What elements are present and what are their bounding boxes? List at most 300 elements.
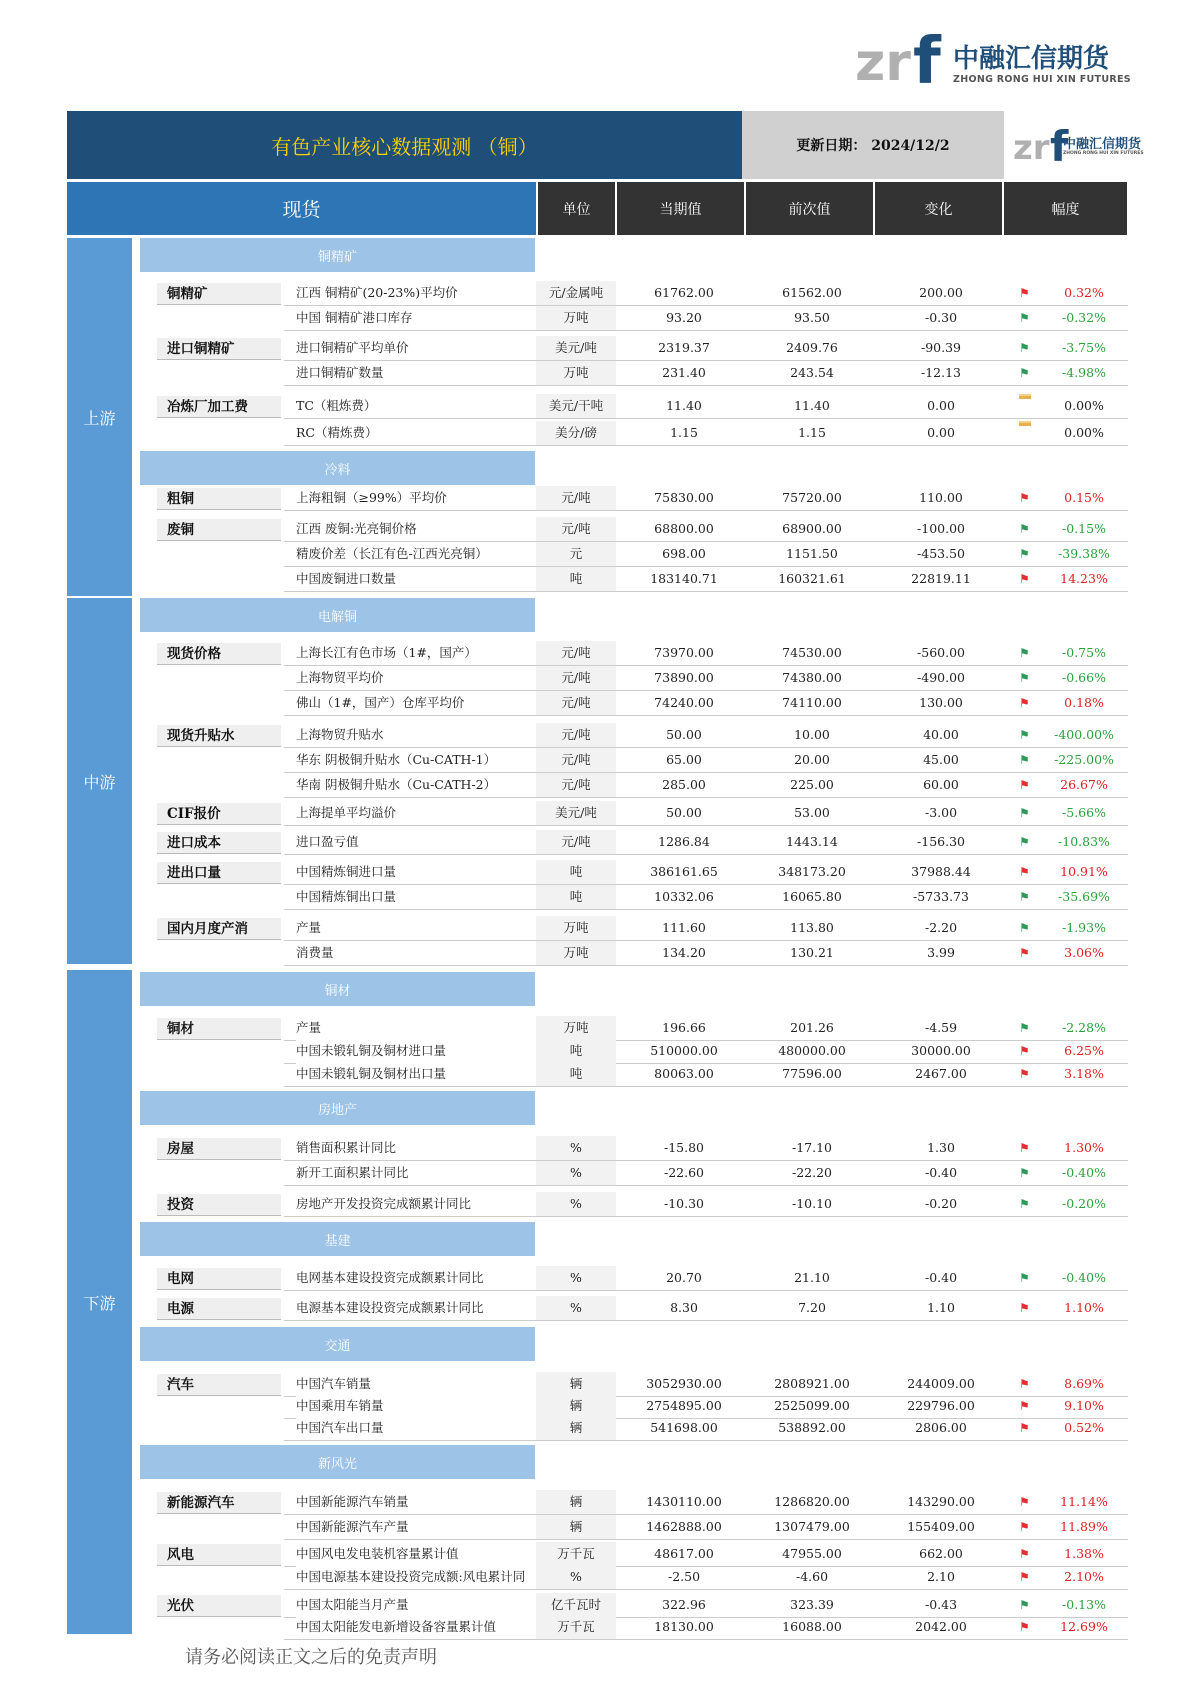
current-value-cell: 3052930.00 — [646, 1376, 722, 1391]
table-row: 华南 阴极铜升贴水（Cu-CATH-2） 元/吨 285.00 225.00 60.00 ⚑ 26.67% — [284, 773, 1128, 798]
change-cell: 2.10 — [927, 1569, 955, 1584]
unit-cell: 万千瓦 — [536, 1542, 616, 1566]
current-value-cell: 183140.71 — [650, 571, 718, 586]
table-row — [284, 421, 1128, 446]
previous-value-cell: 93.50 — [794, 310, 830, 325]
unit-cell: 元/吨 — [536, 773, 616, 797]
item-cell: 中国废铜进口数量 — [296, 567, 548, 591]
table-row: 江西 铜精矿(20-23%)平均价 元/金属吨 61762.00 61562.00 200.00 ⚑ 0.32% — [284, 281, 1128, 306]
current-value-cell: -15.80 — [663, 1140, 704, 1155]
current-value-cell: 1430110.00 — [646, 1494, 722, 1509]
current-value-cell: 68800.00 — [654, 521, 714, 536]
previous-value-cell: 2808921.00 — [774, 1376, 850, 1391]
pct-cell: -0.13% — [1062, 1597, 1106, 1612]
table-row: 中国电源基本建设投资完成额:风电累计同 % -2.50 -4.60 2.10 ⚑ 2.10% — [284, 1565, 1128, 1590]
pct-cell: -0.66% — [1062, 670, 1106, 685]
unit-cell: 辆 — [536, 1416, 616, 1440]
item-cell: 进口铜精矿平均单价 — [296, 336, 548, 360]
pct-cell: -10.83% — [1058, 834, 1110, 849]
category-label: CIF报价 — [157, 803, 281, 825]
change-cell: 45.00 — [923, 752, 959, 767]
previous-value-cell: 21.10 — [794, 1270, 830, 1285]
previous-value-cell: 1443.14 — [786, 834, 838, 849]
category-label: 现货价格 — [157, 643, 281, 665]
previous-value-cell: 348173.20 — [778, 864, 846, 879]
current-value-cell: 73890.00 — [654, 670, 714, 685]
unit-cell: 万吨 — [536, 306, 616, 330]
previous-value-cell: 74380.00 — [782, 670, 842, 685]
table-row: 新开工面积累计同比 % -22.60 -22.20 -0.40 ⚑ -0.40% — [284, 1161, 1128, 1186]
col-previous: 前次值 — [746, 182, 873, 235]
pct-cell: 0.00% — [1064, 425, 1104, 440]
section-transport: 交通 — [140, 1327, 535, 1361]
section-copper-products: 铜材 — [140, 972, 535, 1006]
pct-cell: 8.69% — [1064, 1376, 1104, 1391]
previous-value-cell: 538892.00 — [778, 1420, 846, 1435]
table-row: 进口铜精矿数量 万吨 231.40 243.54 -12.13 ⚑ -4.98% — [284, 361, 1128, 386]
unit-cell: 元 — [536, 542, 616, 566]
item-cell: 华南 阴极铜升贴水（Cu-CATH-2） — [296, 773, 548, 797]
previous-value-cell: 1307479.00 — [774, 1519, 850, 1534]
previous-value-cell: 225.00 — [790, 777, 834, 792]
table-row: 中国精炼铜出口量 吨 10332.06 16065.80 -5733.73 ⚑ -35.69% — [284, 885, 1128, 910]
unit-cell: % — [536, 1296, 616, 1320]
current-value-cell: -2.50 — [667, 1569, 701, 1584]
unit-cell: % — [536, 1192, 616, 1216]
unit-cell: 亿千瓦时 — [536, 1593, 616, 1617]
change-cell: -2.20 — [924, 920, 958, 935]
previous-value-cell: 480000.00 — [778, 1043, 846, 1058]
table-row: 中国汽车销量 辆 3052930.00 2808921.00 244009.00 ⚑ 8.69% — [284, 1372, 1128, 1397]
change-cell: 22819.11 — [911, 571, 971, 586]
item-cell: 佛山（1#，国产）仓库平均价 — [296, 691, 548, 715]
change-cell: 60.00 — [923, 777, 959, 792]
item-cell: 中国汽车销量 — [296, 1372, 548, 1396]
unit-cell: 元/吨 — [536, 748, 616, 772]
previous-value-cell: 2409.76 — [786, 340, 838, 355]
current-value-cell: 74240.00 — [654, 695, 714, 710]
current-value-cell: 231.40 — [662, 365, 706, 380]
brand-name-cn-small: 中融汇信期货 — [1063, 137, 1142, 152]
table-row: 产量 万吨 111.60 113.80 -2.20 ⚑ -1.93% — [284, 916, 1128, 941]
unit-cell: 吨 — [536, 1039, 616, 1063]
current-value-cell: 322.96 — [662, 1597, 706, 1612]
table-row: 房地产开发投资完成额累计同比 % -10.30 -10.10 -0.20 ⚑ -0.20% — [284, 1192, 1128, 1217]
change-cell: 244009.00 — [907, 1376, 975, 1391]
current-value-cell: 11.40 — [666, 398, 702, 413]
item-cell: 房地产开发投资完成额累计同比 — [296, 1192, 548, 1216]
item-cell: 中国汽车出口量 — [296, 1416, 548, 1440]
section-electrolytic-copper: 电解铜 — [140, 598, 535, 632]
pct-cell: 11.14% — [1060, 1494, 1108, 1509]
table-row: 中国精炼铜进口量 吨 386161.65 348173.20 37988.44 ⚑ 10.91% — [284, 860, 1128, 885]
pct-cell: 0.18% — [1064, 695, 1104, 710]
category-label: 光伏 — [157, 1595, 281, 1617]
category-label: 现货升贴水 — [157, 725, 281, 747]
previous-value-cell: 1.15 — [798, 425, 826, 440]
section-infrastructure: 基建 — [140, 1222, 535, 1256]
pct-cell: -5.66% — [1062, 805, 1106, 820]
change-cell: -12.13 — [920, 365, 961, 380]
pct-cell: 1.38% — [1064, 1546, 1104, 1561]
brand-name-en-small: ZHONG RONG HUI XIN FUTURES — [1063, 151, 1144, 156]
table-row: 中国太阳能发电新增设备容量累计值 万千瓦 18130.00 16088.00 2042.00 ⚑ 12.69% — [284, 1615, 1128, 1640]
change-cell: 143290.00 — [907, 1494, 975, 1509]
category-label: 电源 — [157, 1298, 281, 1320]
current-value-cell: 65.00 — [666, 752, 702, 767]
unit-cell: 美元/吨 — [536, 336, 616, 360]
disclaimer-footer: 请务必阅读正文之后的免责声明 — [185, 1647, 437, 1668]
unit-cell: 辆 — [536, 1394, 616, 1418]
table-row: 上海长江有色市场（1#，国产） 元/吨 73970.00 74530.00 -560.00 ⚑ -0.75% — [284, 641, 1128, 666]
unit-cell: 吨 — [536, 567, 616, 591]
table-row: 消费量 万吨 134.20 130.21 3.99 ⚑ 3.06% — [284, 941, 1128, 966]
unit-cell: 吨 — [536, 1062, 616, 1086]
item-cell: 上海粗铜（≥99%）平均价 — [296, 486, 548, 510]
col-current: 当期值 — [617, 182, 744, 235]
previous-value-cell: 75720.00 — [782, 490, 842, 505]
report-header — [67, 111, 1144, 179]
change-cell: 2806.00 — [915, 1420, 967, 1435]
col-spot: 现货 — [67, 182, 536, 235]
pct-cell: 10.91% — [1060, 864, 1108, 879]
unit-cell: % — [536, 1161, 616, 1185]
previous-value-cell: 323.39 — [790, 1597, 834, 1612]
category-label: 电网 — [157, 1268, 281, 1290]
current-value-cell: 8.30 — [670, 1300, 698, 1315]
change-cell: 200.00 — [919, 285, 963, 300]
previous-value-cell: 16088.00 — [782, 1619, 842, 1634]
unit-cell: 元/吨 — [536, 723, 616, 747]
unit-cell: 万吨 — [536, 916, 616, 940]
section-cold-material: 冷料 — [140, 451, 535, 485]
zone-downstream: 下游 — [67, 970, 132, 1634]
change-cell: -3.00 — [924, 805, 958, 820]
change-cell: -0.40 — [924, 1165, 958, 1180]
category-label: 房屋 — [157, 1138, 281, 1160]
unit-cell: 元/金属吨 — [536, 281, 616, 305]
previous-value-cell: 20.00 — [794, 752, 830, 767]
previous-value-cell: 47955.00 — [782, 1546, 842, 1561]
table-row: 中国风电发电装机容量累计值 万千瓦 48617.00 47955.00 662.00 ⚑ 1.38% — [284, 1542, 1128, 1567]
table-row: 产量 万吨 196.66 201.26 -4.59 ⚑ -2.28% — [284, 1016, 1128, 1041]
current-value-cell: -22.60 — [663, 1165, 704, 1180]
pct-cell: -4.98% — [1062, 365, 1106, 380]
previous-value-cell: -4.60 — [795, 1569, 829, 1584]
previous-value-cell: 74110.00 — [782, 695, 842, 710]
item-cell: 上海物贸平均价 — [296, 666, 548, 690]
item-cell: 销售面积累计同比 — [296, 1136, 548, 1160]
item-cell: 中国 铜精矿港口库存 — [296, 306, 548, 330]
category-label: 投资 — [157, 1194, 281, 1216]
item-cell: 中国未锻轧铜及铜材进口量 — [296, 1039, 548, 1063]
svg-text:f: f — [913, 28, 941, 90]
table-row — [284, 394, 1128, 419]
category-label: 新能源汽车 — [157, 1492, 281, 1514]
item-cell: 新开工面积累计同比 — [296, 1161, 548, 1185]
current-value-cell: 2754895.00 — [646, 1398, 722, 1413]
current-value-cell: 50.00 — [666, 805, 702, 820]
table-row: 上海物贸升贴水 元/吨 50.00 10.00 40.00 ⚑ -400.00% — [284, 723, 1128, 748]
table-row: 销售面积累计同比 % -15.80 -17.10 1.30 ⚑ 1.30% — [284, 1136, 1128, 1161]
unit-cell: 元/吨 — [536, 830, 616, 854]
pct-cell: -400.00% — [1054, 727, 1114, 742]
table-row: 中国太阳能当月产量 亿千瓦时 322.96 323.39 -0.43 ⚑ -0.13% — [284, 1593, 1128, 1618]
current-value-cell: 48617.00 — [654, 1546, 714, 1561]
change-cell: -0.20 — [924, 1196, 958, 1211]
current-value-cell: 18130.00 — [654, 1619, 714, 1634]
unit-cell: % — [536, 1266, 616, 1290]
unit-cell: 元/吨 — [536, 641, 616, 665]
svg-text:zr: zr — [855, 33, 911, 90]
previous-value-cell: 74530.00 — [782, 645, 842, 660]
svg-text:f: f — [1050, 122, 1069, 171]
unit-cell: 辆 — [536, 1372, 616, 1396]
change-cell: -560.00 — [917, 645, 965, 660]
change-cell: 40.00 — [923, 727, 959, 742]
current-value-cell: 510000.00 — [650, 1043, 718, 1058]
svg-text:zr: zr — [1013, 128, 1050, 168]
previous-value-cell: -17.10 — [791, 1140, 832, 1155]
unit-cell: 元/吨 — [536, 517, 616, 541]
zone-upstream: 上游 — [67, 238, 132, 596]
category-label: 废铜 — [157, 519, 281, 541]
previous-value-cell: 77596.00 — [782, 1066, 842, 1081]
change-cell: 30000.00 — [911, 1043, 971, 1058]
item-cell: 中国太阳能发电新增设备容量累计值 — [296, 1615, 548, 1639]
item-cell: 电源基本建设投资完成额累计同比 — [296, 1296, 548, 1320]
zone-midstream: 中游 — [67, 598, 132, 964]
table-row: 佛山（1#，国产）仓库平均价 元/吨 74240.00 74110.00 130.00 ⚑ 0.18% — [284, 691, 1128, 716]
unit-cell: 吨 — [536, 860, 616, 884]
table-row: 上海粗铜（≥99%）平均价 元/吨 75830.00 75720.00 110.00 ⚑ 0.15% — [284, 486, 1128, 511]
category-label: 汽车 — [157, 1374, 281, 1396]
item-cell: 上海提单平均溢价 — [296, 801, 548, 825]
brand-name-en: ZHONG RONG HUI XIN FUTURES — [953, 74, 1131, 85]
pct-cell: -1.93% — [1062, 920, 1106, 935]
current-value-cell: 61762.00 — [654, 285, 714, 300]
change-cell: -0.40 — [924, 1270, 958, 1285]
change-cell: 155409.00 — [907, 1519, 975, 1534]
item-cell: 江西 废铜:光亮铜价格 — [296, 517, 548, 541]
pct-cell: -3.75% — [1062, 340, 1106, 355]
col-unit: 单位 — [538, 182, 615, 235]
pct-cell: -0.40% — [1062, 1165, 1106, 1180]
unit-cell: 万吨 — [536, 361, 616, 385]
previous-value-cell: 2525099.00 — [774, 1398, 850, 1413]
pct-cell: 0.15% — [1064, 490, 1104, 505]
table-row: 上海提单平均溢价 美元/吨 50.00 53.00 -3.00 ⚑ -5.66% — [284, 801, 1128, 826]
current-value-cell: 386161.65 — [650, 864, 718, 879]
item-cell: 产量 — [296, 1016, 548, 1040]
previous-value-cell: 68900.00 — [782, 521, 842, 536]
item-cell: 中国太阳能当月产量 — [296, 1593, 548, 1617]
item-cell: 精废价差（长江有色-江西光亮铜） — [296, 542, 548, 566]
section-real-estate: 房地产 — [140, 1091, 535, 1125]
item-cell: 中国乘用车销量 — [296, 1394, 548, 1418]
previous-value-cell: 1286820.00 — [774, 1494, 850, 1509]
pct-cell: 0.52% — [1064, 1420, 1104, 1435]
category-label: 铜精矿 — [157, 283, 281, 305]
table-row: 中国汽车出口量 辆 541698.00 538892.00 2806.00 ⚑ 0.52% — [284, 1416, 1128, 1441]
category-label: 进口成本 — [157, 832, 281, 854]
current-value-cell: 10332.06 — [654, 889, 714, 904]
pct-cell: 14.23% — [1060, 571, 1108, 586]
category-label: 进口铜精矿 — [157, 338, 281, 360]
pct-cell: -225.00% — [1054, 752, 1114, 767]
item-cell: 产量 — [296, 916, 548, 940]
change-cell: -453.50 — [917, 546, 965, 561]
current-value-cell: 80063.00 — [654, 1066, 714, 1081]
unit-cell: 万吨 — [536, 941, 616, 965]
change-cell: -490.00 — [917, 670, 965, 685]
pct-cell: 0.00% — [1064, 398, 1104, 413]
pct-cell: 0.32% — [1064, 285, 1104, 300]
table-row: 江西 废铜:光亮铜价格 元/吨 68800.00 68900.00 -100.00 ⚑ -0.15% — [284, 517, 1128, 542]
pct-cell: -2.28% — [1062, 1020, 1106, 1035]
table-row: 中国 铜精矿港口库存 万吨 93.20 93.50 -0.30 ⚑ -0.32% — [284, 306, 1128, 331]
col-change: 变化 — [875, 182, 1002, 235]
unit-cell: % — [536, 1136, 616, 1160]
current-value-cell: 196.66 — [662, 1020, 706, 1035]
current-value-cell: 75830.00 — [654, 490, 714, 505]
category-label: 国内月度产消 — [157, 918, 281, 940]
unit-cell: 辆 — [536, 1490, 616, 1514]
pct-cell: -0.32% — [1062, 310, 1106, 325]
change-cell: 2467.00 — [915, 1066, 967, 1081]
section-new-energy: 新风光 — [140, 1445, 535, 1479]
pct-cell: 9.10% — [1064, 1398, 1104, 1413]
change-cell: -0.43 — [924, 1597, 958, 1612]
change-cell: -5733.73 — [913, 889, 969, 904]
item-cell: 电网基本建设投资完成额累计同比 — [296, 1266, 548, 1290]
change-cell: -100.00 — [917, 521, 965, 536]
current-value-cell: 134.20 — [662, 945, 706, 960]
change-cell: 1.10 — [927, 1300, 955, 1315]
update-date: 更新日期： 2024/12/2 — [742, 111, 1004, 179]
zrf-mark-icon — [855, 28, 955, 90]
current-value-cell: 1286.84 — [658, 834, 710, 849]
table-row: 进口铜精矿平均单价 美元/吨 2319.37 2409.76 -90.39 ⚑ -3.75% — [284, 336, 1128, 361]
table-row: 中国乘用车销量 辆 2754895.00 2525099.00 229796.00 ⚑ 9.10% — [284, 1394, 1128, 1419]
item-cell: RC（精炼费） — [296, 421, 548, 445]
current-value-cell: 1462888.00 — [646, 1519, 722, 1534]
current-value-cell: 541698.00 — [650, 1420, 718, 1435]
change-cell: 3.99 — [927, 945, 955, 960]
unit-cell: 美元/吨 — [536, 801, 616, 825]
current-value-cell: 1.15 — [670, 425, 698, 440]
unit-cell: 万吨 — [536, 1016, 616, 1040]
change-cell: -0.30 — [924, 310, 958, 325]
item-cell: 消费量 — [296, 941, 548, 965]
pct-cell: 3.06% — [1064, 945, 1104, 960]
previous-value-cell: -22.20 — [791, 1165, 832, 1180]
pct-cell: -0.20% — [1062, 1196, 1106, 1211]
change-cell: 0.00 — [927, 398, 955, 413]
table-row: 华东 阴极铜升贴水（Cu-CATH-1） 元/吨 65.00 20.00 45.00 ⚑ -225.00% — [284, 748, 1128, 773]
pct-cell: 2.10% — [1064, 1569, 1104, 1584]
change-cell: 0.00 — [927, 425, 955, 440]
pct-cell: -35.69% — [1058, 889, 1110, 904]
unit-cell: 元/吨 — [536, 691, 616, 715]
table-row: 上海物贸平均价 元/吨 73890.00 74380.00 -490.00 ⚑ -0.66% — [284, 666, 1128, 691]
pct-cell: 1.10% — [1064, 1300, 1104, 1315]
table-row: 精废价差（长江有色-江西光亮铜） 元 698.00 1151.50 -453.50 ⚑ -39.38% — [284, 542, 1128, 567]
table-row: 中国未锻轧铜及铜材进口量 吨 510000.00 480000.00 30000.00 ⚑ 6.25% — [284, 1039, 1128, 1064]
previous-value-cell: 130.21 — [790, 945, 834, 960]
previous-value-cell: -10.10 — [791, 1196, 832, 1211]
pct-cell: -39.38% — [1058, 546, 1110, 561]
current-value-cell: 20.70 — [666, 1270, 702, 1285]
change-cell: 229796.00 — [907, 1398, 975, 1413]
item-cell: 上海物贸升贴水 — [296, 723, 548, 747]
previous-value-cell: 7.20 — [798, 1300, 826, 1315]
table-row: 中国废铜进口数量 吨 183140.71 160321.61 22819.11 ⚑ 14.23% — [284, 567, 1128, 592]
category-label: 粗铜 — [157, 488, 281, 510]
item-cell: 中国未锻轧铜及铜材出口量 — [296, 1062, 548, 1086]
change-cell: 1.30 — [927, 1140, 955, 1155]
item-cell: 江西 铜精矿(20-23%)平均价 — [296, 281, 548, 305]
previous-value-cell: 10.00 — [794, 727, 830, 742]
pct-cell: -0.15% — [1062, 521, 1106, 536]
category-label: 风电 — [157, 1544, 281, 1566]
previous-value-cell: 61562.00 — [782, 285, 842, 300]
change-cell: -90.39 — [920, 340, 961, 355]
unit-cell: 吨 — [536, 885, 616, 909]
table-row: 中国新能源汽车产量 辆 1462888.00 1307479.00 155409.00 ⚑ 11.89% — [284, 1515, 1128, 1540]
pct-cell: 11.89% — [1060, 1519, 1108, 1534]
change-cell: 662.00 — [919, 1546, 963, 1561]
change-cell: 2042.00 — [915, 1619, 967, 1634]
current-value-cell: 2319.37 — [658, 340, 710, 355]
unit-cell: 万千瓦 — [536, 1615, 616, 1639]
current-value-cell: -10.30 — [663, 1196, 704, 1211]
previous-value-cell: 160321.61 — [778, 571, 846, 586]
pct-cell: 3.18% — [1064, 1066, 1104, 1081]
item-cell: 中国电源基本建设投资完成额:风电累计同 — [296, 1565, 548, 1589]
current-value-cell: 111.60 — [662, 920, 706, 935]
table-row: 电网基本建设投资完成额累计同比 % 20.70 21.10 -0.40 ⚑ -0.40% — [284, 1266, 1128, 1291]
table-row: 进口盈亏值 元/吨 1286.84 1443.14 -156.30 ⚑ -10.83% — [284, 830, 1128, 855]
change-cell: -4.59 — [924, 1020, 958, 1035]
item-cell: 中国新能源汽车产量 — [296, 1515, 548, 1539]
section-copper-concentrate: 铜精矿 — [140, 238, 535, 272]
pct-cell: 1.30% — [1064, 1140, 1104, 1155]
col-pct: 幅度 — [1004, 182, 1127, 235]
category-label: 铜材 — [157, 1018, 281, 1040]
current-value-cell: 285.00 — [662, 777, 706, 792]
previous-value-cell: 113.80 — [790, 920, 834, 935]
change-cell: 110.00 — [919, 490, 963, 505]
report-title: 有色产业核心数据观测 （铜） — [67, 111, 742, 179]
previous-value-cell: 201.26 — [790, 1020, 834, 1035]
category-label: 冶炼厂加工费 — [157, 396, 281, 418]
previous-value-cell: 16065.80 — [782, 889, 842, 904]
table-row: 中国新能源汽车销量 辆 1430110.00 1286820.00 143290.00 ⚑ 11.14% — [284, 1490, 1128, 1515]
change-cell: 130.00 — [919, 695, 963, 710]
unit-cell: 美元/干吨 — [536, 394, 616, 418]
item-cell: 进口铜精矿数量 — [296, 361, 548, 385]
table-row: 中国未锻轧铜及铜材出口量 吨 80063.00 77596.00 2467.00 ⚑ 3.18% — [284, 1062, 1128, 1087]
previous-value-cell: 11.40 — [794, 398, 830, 413]
brand-logo — [855, 28, 1131, 90]
item-cell: 进口盈亏值 — [296, 830, 548, 854]
item-cell: 华东 阴极铜升贴水（Cu-CATH-1） — [296, 748, 548, 772]
unit-cell: 元/吨 — [536, 666, 616, 690]
category-label: 进出口量 — [157, 862, 281, 884]
pct-cell: 6.25% — [1064, 1043, 1104, 1058]
pct-cell: 12.69% — [1060, 1619, 1108, 1634]
